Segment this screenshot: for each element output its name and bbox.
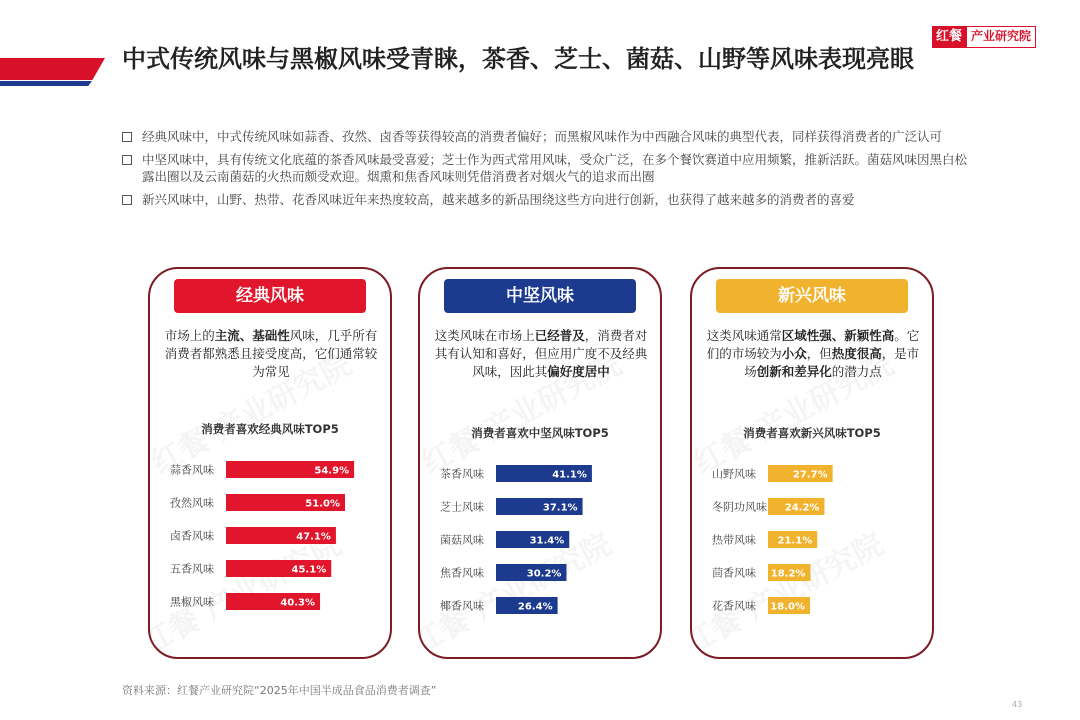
bar-chart-classic (150, 457, 392, 647)
bar-chart-core (420, 461, 662, 651)
category-label: 茴香风味 (712, 566, 756, 580)
description-text: ，但 (806, 346, 832, 361)
page-number: 43 (1012, 700, 1023, 709)
card-header: 经典风味 (174, 279, 366, 313)
category-label: 芝士风味 (440, 500, 484, 514)
description-highlight: 区域性强、新颖性高 (781, 328, 895, 343)
card-core-flavor (418, 267, 662, 659)
title-accent-blue (0, 81, 92, 86)
card-classic-flavor (148, 267, 392, 659)
bullet-text: 经典风味中，中式传统风味如蒜香、孜然、卤香等获得较高的消费者偏好；而黑椒风味作为中西融合风味的典型代表，同样获得消费者的广泛认可 (142, 129, 943, 144)
value-label: 18.0% (770, 601, 805, 613)
description-text: 市场上的 (164, 328, 215, 343)
card-description (430, 327, 652, 381)
description-highlight: 偏好度居中 (547, 364, 610, 379)
description-text: ，消费者对其有认知和喜好，但应用广度不及经典风味，因此其 (434, 328, 648, 379)
category-label: 黑椒风味 (170, 595, 214, 609)
category-label: 蒜香风味 (170, 463, 214, 477)
chart-title: 消费者喜欢中坚风味TOP5 (471, 426, 609, 440)
description-highlight: 热度很高 (831, 346, 882, 361)
bullet-square-icon (122, 195, 132, 205)
card-emerging-flavor (690, 267, 934, 659)
value-label: 51.0% (305, 498, 340, 510)
category-label: 五香风味 (170, 562, 214, 576)
category-label: 花香风味 (712, 599, 756, 613)
bullet-text: 中坚风味中，具有传统文化底蕴的茶香风味最受喜爱；芝士作为西式常用风味，受众广泛，在多个餐饮赛道中应用频繁，推新活跃。菌菇风味因黑白松露出圈以及云南菌菇的火热而颇受欢迎。烟熏和焦香风味则凭借消费者对烟火气的追求而出圈 (142, 152, 968, 184)
page-title: 中式传统风味与黑椒风味受青睐，茶香、芝士、菌菇、山野等风味表现亮眼 (122, 45, 914, 73)
description-text: 这类风味在市场上 (434, 328, 535, 343)
card-header: 中坚风味 (444, 279, 636, 313)
value-label: 18.2% (770, 568, 806, 580)
category-label: 冬阴功风味 (712, 500, 767, 514)
value-label: 21.1% (777, 535, 813, 547)
category-label: 山野风味 (712, 467, 756, 481)
logo-mark: 红餐 (932, 26, 966, 48)
category-label: 茶香风味 (440, 467, 484, 481)
logo-text: 产业研究院 (966, 26, 1036, 48)
bullet-item (122, 128, 972, 145)
value-label: 47.1% (296, 531, 331, 543)
description-highlight: 已经普及 (534, 328, 585, 343)
bar-chart-emerging (692, 461, 934, 651)
bullet-list (122, 128, 972, 214)
value-label: 26.4% (517, 601, 553, 613)
category-label: 孜然风味 (170, 496, 214, 510)
bullet-item (122, 151, 972, 185)
bullet-square-icon (122, 155, 132, 165)
value-label: 41.1% (552, 469, 587, 481)
chart-title: 消费者喜欢新兴风味TOP5 (743, 426, 881, 440)
category-label: 菌菇风味 (440, 533, 484, 547)
value-label: 30.2% (526, 568, 562, 580)
category-label: 卤香风味 (170, 529, 214, 543)
source-note: 资料来源：红餐产业研究院“2025年中国半成品食品消费者调查” (122, 684, 437, 697)
value-label: 45.1% (291, 564, 327, 576)
description-text: 。它们的市场较为 (706, 328, 920, 361)
card-header: 新兴风味 (716, 279, 908, 313)
category-label: 椰香风味 (440, 599, 484, 613)
value-label: 54.9% (314, 465, 350, 477)
description-text: 的潜力点 (831, 364, 882, 379)
category-label: 热带风味 (712, 533, 756, 547)
card-description (702, 327, 924, 381)
description-text: ，是市场 (744, 346, 920, 379)
bullet-square-icon (122, 132, 132, 142)
bullet-text: 新兴风味中，山野、热带、花香风味近年来热度较高，越来越多的新品围绕这些方向进行创新，也获得了越来越多的消费者的喜爱 (142, 192, 855, 207)
chart-title: 消费者喜欢经典风味TOP5 (201, 422, 339, 436)
brand-logo (932, 26, 1036, 48)
value-label: 31.4% (529, 535, 565, 547)
title-accent-bar (0, 58, 105, 86)
description-highlight: 主流、基础性 (214, 328, 290, 343)
description-text: 这类风味通常 (706, 328, 782, 343)
value-label: 37.1% (542, 502, 578, 514)
description-text: 风味，几乎所有消费者都熟悉且接受度高，它们通常较为常见 (164, 328, 378, 379)
value-label: 40.3% (280, 597, 316, 609)
title-accent-red (0, 58, 105, 80)
description-highlight: 创新和差异化 (756, 364, 832, 379)
description-highlight: 小众 (781, 346, 807, 361)
value-label: 27.7% (792, 469, 828, 481)
category-label: 焦香风味 (440, 566, 484, 580)
bullet-item (122, 191, 972, 208)
value-label: 24.2% (784, 502, 820, 514)
card-description (160, 327, 382, 381)
